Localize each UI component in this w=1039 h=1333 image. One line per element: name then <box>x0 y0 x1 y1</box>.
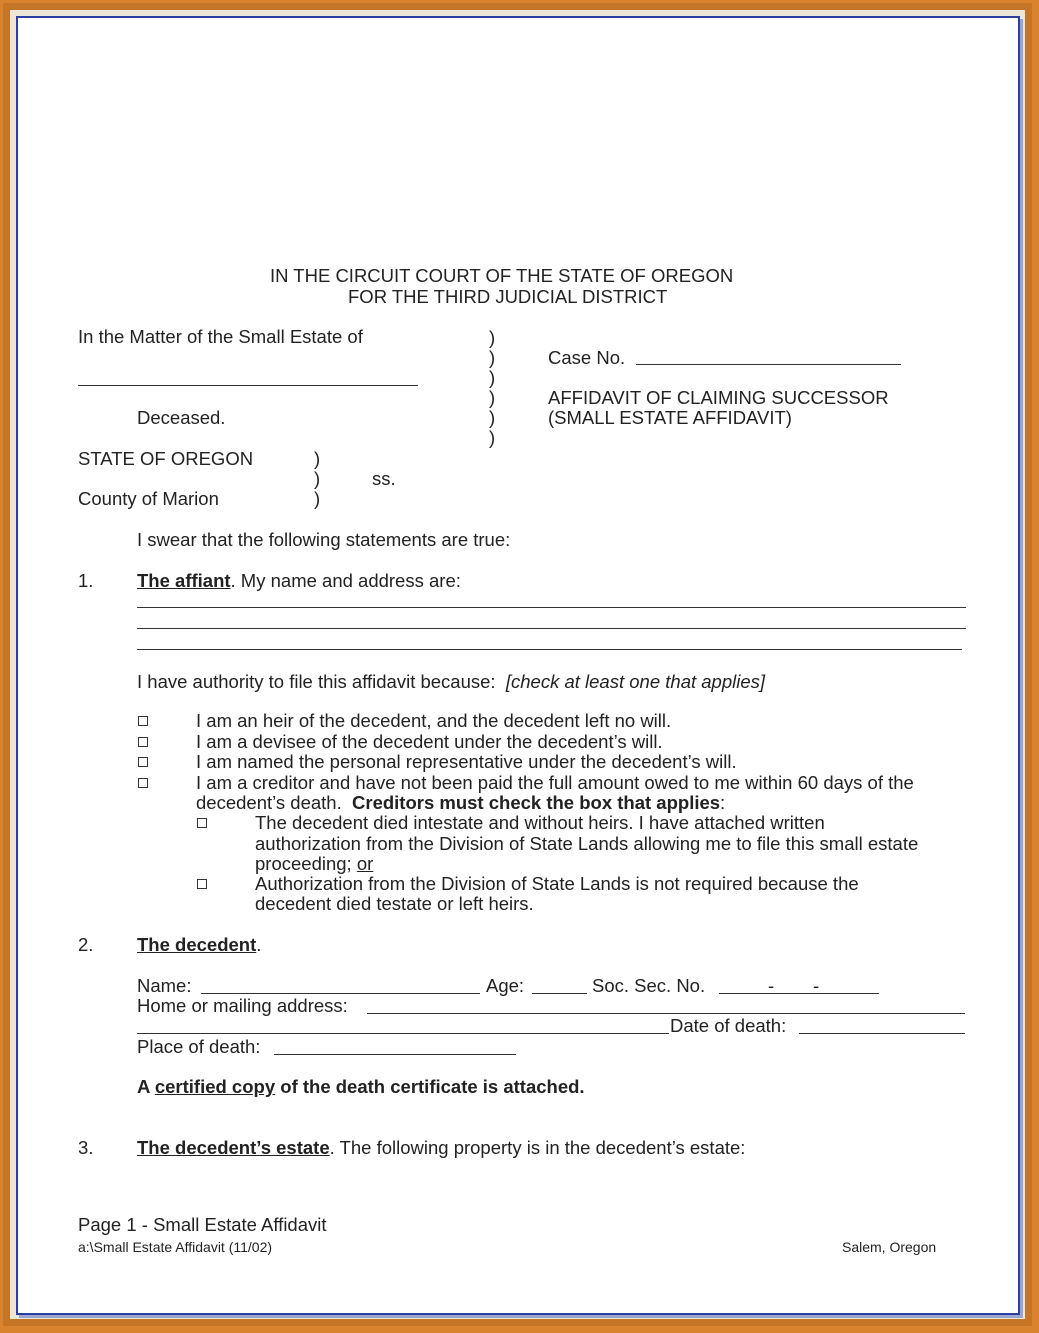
certified-copy-text: certified copy <box>154 1076 276 1097</box>
venue-paren: ) <box>314 448 321 469</box>
affiant-title: The affiant <box>137 570 231 591</box>
footer-page-label: Page 1 - Small Estate Affidavit <box>78 1214 327 1235</box>
intestate-checkbox[interactable] <box>197 818 207 828</box>
footer-location: Salem, Oregon <box>842 1239 937 1255</box>
ssn-label: Soc. Sec. No. <box>592 975 706 996</box>
or-text: or <box>356 853 374 874</box>
venue-county: County of Marion <box>78 488 219 509</box>
option-heir: I am an heir of the decedent, and the decedent left no will. <box>196 710 672 731</box>
date-of-death-blank[interactable] <box>799 1033 965 1034</box>
name-blank[interactable] <box>201 993 480 994</box>
caption-paren: ) <box>489 427 496 448</box>
affiant-address-line[interactable] <box>137 628 966 629</box>
ssn-dash: - <box>768 975 775 996</box>
creditor-cont-text: decedent’s death. <box>196 792 342 813</box>
section3-heading <box>137 1138 745 1158</box>
affiant-address-line[interactable] <box>137 607 966 608</box>
date-of-death-label: Date of death: <box>670 1015 787 1036</box>
affiant-text: . My name and address are: <box>230 570 461 591</box>
caption-paren: ) <box>489 327 496 348</box>
case-number-blank[interactable] <box>636 364 901 365</box>
caption-paren: ) <box>489 367 496 388</box>
proceeding-text: proceeding; <box>255 853 352 874</box>
heir-checkbox[interactable] <box>138 716 148 726</box>
death-certificate-note <box>137 1077 585 1097</box>
personal-representative-checkbox[interactable] <box>138 757 148 767</box>
estate-title: The decedent’s estate <box>137 1137 330 1158</box>
authority-label: I have authority to file this affidavit because: <box>137 671 496 692</box>
address-blank-2[interactable] <box>137 1033 669 1034</box>
place-of-death-label: Place of death: <box>137 1036 261 1057</box>
decedent-title: The decedent <box>137 934 257 955</box>
estate-text: . The following property is in the decedent’s estate: <box>329 1137 746 1158</box>
sub-option-testate-cont: decedent died testate or left heirs. <box>255 893 534 914</box>
option-personal-representative: I am named the personal representative under the decedent’s will. <box>196 751 737 772</box>
section1-heading <box>137 571 461 591</box>
case-number-label: Case No. <box>548 347 626 368</box>
venue-paren: ) <box>314 468 321 489</box>
affidavit-subtitle: (SMALL ESTATE AFFIDAVIT) <box>548 407 792 428</box>
ssn-blank[interactable] <box>719 993 879 994</box>
venue-ss: ss. <box>372 468 396 489</box>
place-of-death-blank[interactable] <box>274 1054 516 1055</box>
section2-heading <box>137 935 261 955</box>
cert-a: A <box>137 1076 150 1097</box>
name-label: Name: <box>137 975 192 996</box>
creditor-checkbox[interactable] <box>138 778 148 788</box>
venue-paren: ) <box>314 488 321 509</box>
creditor-continuation <box>196 793 725 813</box>
option-creditor: I am a creditor and have not been paid the full amount owed to me within 60 days of the <box>196 772 914 793</box>
sub-option-intestate: The decedent died intestate and without heirs. I have attached written <box>255 812 825 833</box>
creditor-instruction: Creditors must check the box that applies <box>352 792 721 813</box>
address-blank[interactable] <box>367 1013 965 1014</box>
devisee-checkbox[interactable] <box>138 737 148 747</box>
creditor-colon: : <box>720 792 726 813</box>
section-number: 3. <box>78 1137 94 1158</box>
address-label: Home or mailing address: <box>137 995 348 1016</box>
venue-state: STATE OF OREGON <box>78 448 254 469</box>
oath-statement: I swear that the following statements are true: <box>137 529 511 550</box>
age-blank[interactable] <box>532 993 587 994</box>
authority-statement <box>137 672 765 692</box>
caption-paren: ) <box>489 407 496 428</box>
sub-option-testate: Authorization from the Division of State Lands is not required because the <box>255 873 859 894</box>
decedent-period: . <box>256 934 262 955</box>
sub-option-intestate-end <box>255 854 373 874</box>
deceased-label: Deceased. <box>137 407 226 428</box>
option-devisee: I am a devisee of the decedent under the decedent’s will. <box>196 731 663 752</box>
decedent-name-blank <box>78 385 418 386</box>
age-label: Age: <box>486 975 525 996</box>
testate-checkbox[interactable] <box>197 879 207 889</box>
district-heading: FOR THE THIRD JUDICIAL DISTRICT <box>348 286 668 307</box>
section-number: 2. <box>78 934 94 955</box>
caption-paren: ) <box>489 347 496 368</box>
matter-label: In the Matter of the Small Estate of <box>78 326 363 347</box>
ssn-dash: - <box>813 975 820 996</box>
authority-instruction: [check at least one that applies] <box>505 671 766 692</box>
sub-option-intestate-cont: authorization from the Division of State Lands allowing me to file this small estate <box>255 833 919 854</box>
cert-rest: of the death certificate is attached. <box>280 1076 585 1097</box>
court-heading: IN THE CIRCUIT COURT OF THE STATE OF OREGON <box>270 265 734 286</box>
caption-paren: ) <box>489 387 496 408</box>
document-page <box>16 16 1020 1315</box>
affidavit-title: AFFIDAVIT OF CLAIMING SUCCESSOR <box>548 387 889 408</box>
section-number: 1. <box>78 570 94 591</box>
affiant-address-line[interactable] <box>137 649 962 650</box>
footer-file-path: a:\Small Estate Affidavit (11/02) <box>78 1239 273 1255</box>
